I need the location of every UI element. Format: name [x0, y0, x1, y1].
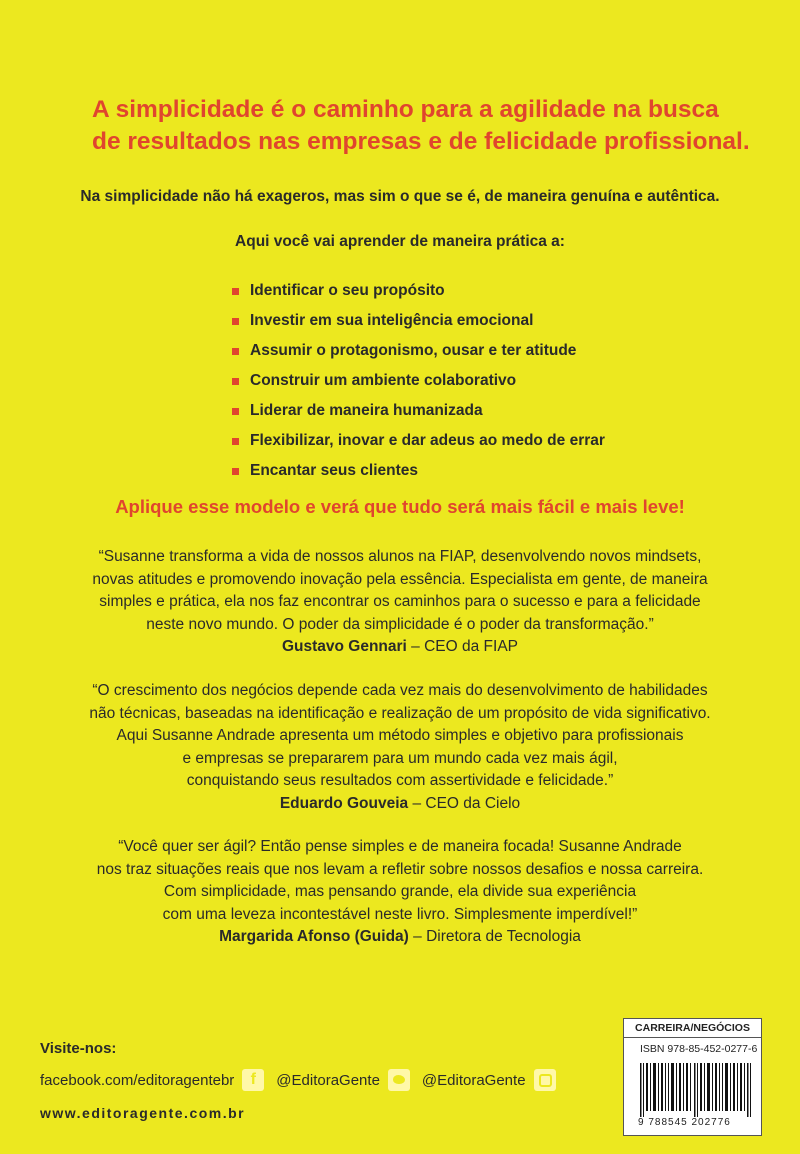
quote-line: simples e prática, ela nos faz encontrar os caminhos para o sucesso e para a felicidade	[99, 593, 701, 610]
apply-tagline: Aplique esse modelo e verá que tudo será mais fácil e mais leve!	[115, 496, 685, 517]
bullet-text: Encantar seus clientes	[250, 462, 418, 479]
intro-text: Na simplicidade não há exageros, mas sim o que se é, de maneira genuína e autêntica.	[80, 188, 720, 205]
bullet-square-icon	[232, 378, 239, 385]
learn-intro: Aqui você vai aprender de maneira prática a:	[235, 233, 565, 250]
quote-attribution	[40, 636, 760, 659]
bullet-text: Flexibilizar, inovar e dar adeus ao medo de errar	[250, 432, 605, 449]
quote-line: “O crescimento dos negócios depende cada vez mais do desenvolvimento de habilidades	[92, 682, 708, 699]
testimonial-gouveia	[40, 680, 760, 815]
quote-line: Com simplicidade, mas pensando grande, ela divide sua experiência	[163, 883, 637, 900]
bullet-text: Identificar o seu propósito	[250, 282, 445, 299]
instagram-handle[interactable]: @EditoraGente	[421, 1071, 526, 1089]
isbn-barcode-box	[623, 1018, 762, 1136]
bullet-square-icon	[232, 438, 239, 445]
social-row	[40, 1067, 568, 1093]
bullet-text: Liderar de maneira humanizada	[250, 402, 483, 419]
quote-attribution	[40, 793, 760, 816]
bullet-square-icon	[232, 468, 239, 475]
quote-line: “Susanne transforma a vida de nossos alunos na FIAP, desenvolvendo novos mindsets,	[98, 548, 702, 565]
bullet-text: Investir em sua inteligência emocional	[250, 312, 534, 329]
headline-line: A simplicidade é o caminho para a agilidade na busca	[92, 96, 719, 123]
headline	[92, 94, 752, 158]
twitter-handle[interactable]: @EditoraGente	[276, 1071, 380, 1089]
quote-line: novas atitudes e promovendo inovação pela essência. Especialista em gente, de maneira	[92, 570, 708, 588]
bullet-text: Assumir o protagonismo, ousar e ter atitude	[250, 342, 577, 359]
category-label: CARREIRA/NEGÓCIOS	[624, 1019, 761, 1038]
bullet-square-icon	[232, 288, 239, 295]
bullet-item	[232, 430, 605, 460]
quote-role: – Diretora de Tecnologia	[408, 928, 581, 945]
quote-line: não técnicas, baseadas na identificação e realização de um propósito de vida significativo.	[89, 704, 711, 722]
quote-line: com uma leveza incontestável neste livro. Simplesmente imperdível!”	[162, 905, 638, 923]
facebook-icon: f	[242, 1069, 264, 1091]
quote-line: “Você quer ser ágil? Então pense simples e de maneira focada! Susanne Andrade	[118, 838, 682, 855]
isbn-text: ISBN 978-85-452-0277-6	[640, 1043, 758, 1055]
bullet-item	[232, 310, 605, 340]
bullet-item	[232, 400, 605, 430]
bullet-text: Construir um ambiente colaborativo	[250, 372, 517, 389]
headline-line: de resultados nas empresas e de felicidade profissional.	[92, 128, 750, 155]
quote-author: Gustavo Gennari	[281, 638, 407, 655]
publisher-footer	[40, 1040, 568, 1121]
quote-line: neste novo mundo. O poder da simplicidade é o poder da transformação.”	[146, 615, 654, 633]
barcode-graphic	[640, 1063, 752, 1117]
bullet-item	[232, 340, 605, 370]
quote-author: Margarida Afonso (Guida)	[219, 928, 409, 945]
testimonial-afonso	[40, 836, 760, 949]
bullet-list	[232, 280, 605, 490]
testimonial-gennari	[40, 546, 760, 659]
instagram-icon	[534, 1069, 556, 1091]
website-link[interactable]: www.editoragente.com.br	[40, 1105, 246, 1121]
bullet-item	[232, 370, 605, 400]
bullet-square-icon	[232, 348, 239, 355]
quote-role: – CEO da FIAP	[406, 638, 519, 655]
visit-label: Visite-nos:	[40, 1040, 117, 1057]
quote-line: Aqui Susanne Andrade apresenta um método simples e objetivo para profissionais	[116, 727, 684, 744]
bullet-square-icon	[232, 318, 239, 325]
twitter-icon	[388, 1069, 410, 1091]
quote-line: nos traz situações reais que nos levam a refletir sobre nossos desafios e nossa carreira.	[96, 860, 704, 878]
bullet-item	[232, 280, 605, 310]
bullet-square-icon	[232, 408, 239, 415]
quote-author: Eduardo Gouveia	[279, 794, 409, 812]
quote-role: – CEO da Cielo	[408, 794, 521, 812]
barcode-digits: 9 788545 202776	[638, 1117, 731, 1128]
quote-line: e empresas se prepararem para um mundo cada vez mais ágil,	[182, 749, 618, 767]
facebook-link[interactable]: facebook.com/editoragentebr	[40, 1071, 235, 1089]
quote-attribution	[40, 926, 760, 949]
bullet-item	[232, 460, 605, 490]
quote-line: conquistando seus resultados com assertividade e felicidade.”	[186, 772, 614, 789]
